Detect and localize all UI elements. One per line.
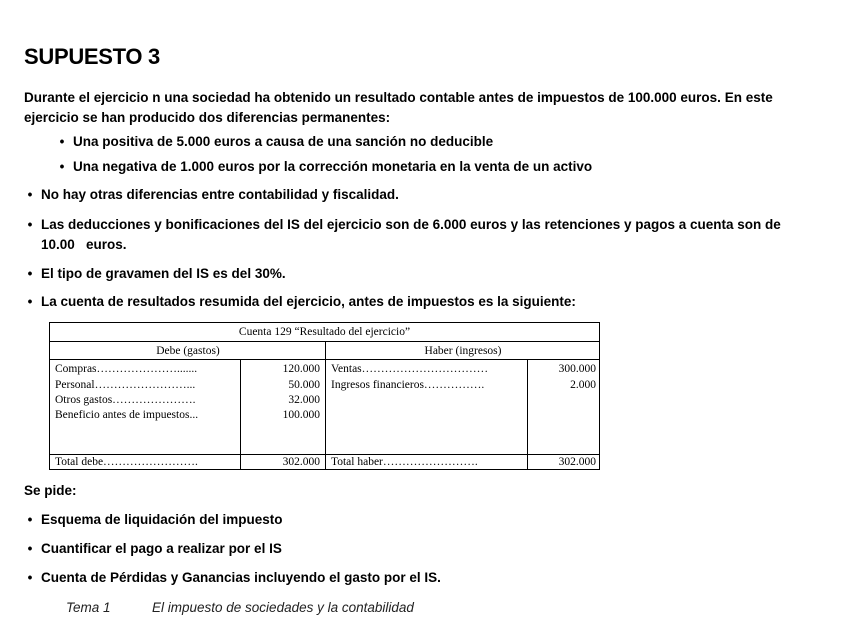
debe-row-label: Compras…………………....... <box>55 363 198 375</box>
account-table <box>49 322 600 470</box>
haber-row-amount: 2.000 <box>570 379 596 391</box>
bullet-icon: • <box>27 512 33 527</box>
task-text: Esquema de liquidación del impuesto <box>41 512 283 527</box>
footer-tema: Tema 1 <box>66 600 111 615</box>
account-title: Cuenta 129 “Resultado del ejercicio” <box>50 323 599 342</box>
total-debe-amount: 302.000 <box>282 456 320 468</box>
bullet-item <box>24 292 814 312</box>
bullet-item <box>24 215 814 255</box>
se-pide-heading: Se pide: <box>24 483 77 498</box>
bullet-item <box>24 185 814 205</box>
haber-row-label: Ventas…………………………… <box>331 363 489 375</box>
debe-row-amount: 50.000 <box>288 379 320 391</box>
intro-paragraph: Durante el ejercicio n una sociedad ha obtenido un resultado contable antes de impuestos de 100.000 euros. En este ejercicio se han producido dos diferencias permanentes: <box>24 90 773 125</box>
bullet-icon: • <box>27 266 33 281</box>
task-text: Cuenta de Pérdidas y Ganancias incluyendo el gasto por el IS. <box>41 570 441 585</box>
debe-header: Debe (gastos) <box>50 342 326 360</box>
bullet-icon: • <box>27 541 33 556</box>
task-item <box>24 510 814 530</box>
footer-tema-title: El impuesto de sociedades y la contabilidad <box>152 600 414 615</box>
bullet-icon: • <box>27 187 33 202</box>
page-title: SUPUESTO 3 <box>24 44 160 69</box>
total-haber-label: Total haber……………………. <box>331 456 478 468</box>
debe-row-label: Otros gastos…………………. <box>55 394 196 406</box>
bullet-icon: • <box>27 570 33 585</box>
column-divider <box>325 342 326 470</box>
total-debe-label: Total debe……………………. <box>55 456 198 468</box>
debe-row-amount: 32.000 <box>288 394 320 406</box>
sub-bullet-item <box>56 132 796 152</box>
task-item <box>24 539 814 559</box>
sub-bullet-text: Una negativa de 1.000 euros por la corrección monetaria en la venta de un activo <box>73 159 593 174</box>
bullet-text: La cuenta de resultados resumida del ejercicio, antes de impuestos es la siguiente: <box>41 294 576 309</box>
bullet-icon: • <box>59 159 65 174</box>
haber-row-label: Ingresos financieros……………. <box>331 379 485 391</box>
bullet-text: El tipo de gravamen del IS es del 30%. <box>41 266 286 281</box>
debe-row-label: Beneficio antes de impuestos... <box>55 409 199 421</box>
task-text: Cuantificar el pago a realizar por el IS <box>41 541 282 556</box>
bullet-icon: • <box>59 134 65 149</box>
debe-row-amount: 120.000 <box>282 363 320 375</box>
bullet-text: Las deducciones y bonificaciones del IS del ejercicio son de 6.000 euros y las retenciones y pagos a cuenta son de 10.00 euros. <box>41 217 785 252</box>
haber-header: Haber (ingresos) <box>326 342 600 360</box>
debe-row-amount: 100.000 <box>282 409 320 421</box>
total-haber-amount: 302.000 <box>558 456 596 468</box>
debe-row-label: Personal……………………... <box>55 379 196 391</box>
bullet-item <box>24 264 814 284</box>
bullet-icon: • <box>27 294 33 309</box>
haber-row-amount: 300.000 <box>558 363 596 375</box>
task-item <box>24 568 814 588</box>
bullet-icon: • <box>27 217 33 232</box>
bullet-text: No hay otras diferencias entre contabilidad y fiscalidad. <box>41 187 399 202</box>
sub-bullet-item <box>56 157 796 177</box>
sub-bullet-text: Una positiva de 5.000 euros a causa de una sanción no deducible <box>73 134 494 149</box>
